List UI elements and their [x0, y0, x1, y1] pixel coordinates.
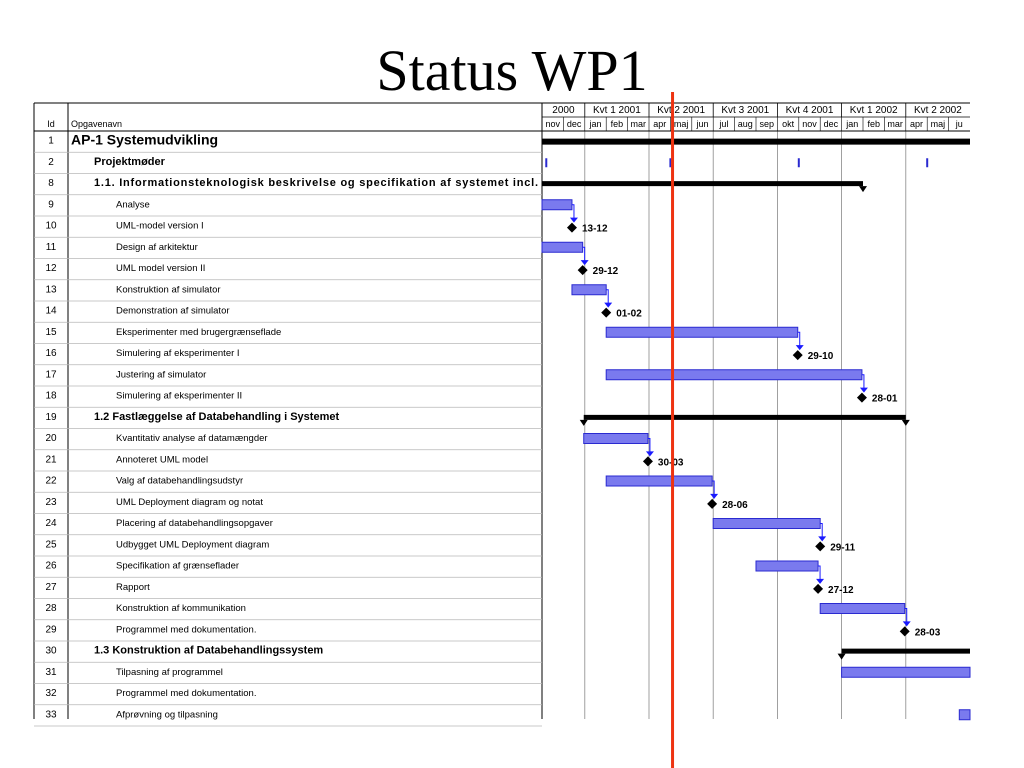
task-id: 25 — [45, 539, 57, 551]
summary-bar — [542, 139, 970, 145]
column-header-name: Opgavenavn — [71, 119, 123, 129]
task-bar — [606, 370, 862, 380]
month-label: jul — [719, 119, 729, 129]
task-id: 22 — [45, 475, 57, 487]
task-id: 9 — [48, 199, 54, 211]
month-label: apr — [909, 119, 924, 129]
milestone-diamond — [857, 393, 867, 403]
task-name: Afprøvning og tilpasning — [116, 709, 218, 721]
quarter-label: Kvt 1 2001 — [592, 105, 641, 116]
task-bar — [820, 604, 905, 614]
month-label: nov — [802, 119, 817, 129]
month-label: jan — [589, 119, 602, 129]
task-name: Rapport — [116, 581, 150, 593]
month-label: sep — [759, 119, 774, 129]
dependency-arrow — [646, 451, 654, 456]
summary-start-cap — [838, 654, 846, 660]
month-label: dec — [566, 119, 582, 129]
task-name: UML-model version I — [116, 220, 204, 232]
month-label: apr — [653, 119, 667, 129]
task-id: 14 — [45, 305, 57, 317]
dependency-arrow — [570, 218, 578, 223]
milestone-label: 28-01 — [871, 393, 898, 405]
milestone-diamond — [567, 223, 577, 233]
month-label: maj — [673, 119, 689, 129]
dependency-arrow — [816, 579, 824, 584]
summary-end-cap — [859, 186, 867, 192]
dependency-arrow — [818, 536, 826, 541]
meeting-marker — [926, 158, 928, 167]
milestone-diamond — [707, 499, 717, 509]
task-id: 23 — [45, 496, 57, 508]
task-name: Valg af databehandlingsudstyr — [116, 475, 244, 487]
month-label: aug — [737, 119, 753, 129]
milestone-label: 01-02 — [616, 308, 642, 320]
dependency-arrow — [860, 388, 868, 393]
task-name: Simulering af eksperimenter II — [116, 390, 243, 402]
task-bar — [756, 561, 818, 571]
month-label: mar — [630, 119, 647, 129]
quarter-label: 2000 — [552, 105, 575, 116]
month-label: maj — [930, 119, 946, 129]
task-id: 27 — [45, 581, 57, 593]
task-id: 12 — [45, 263, 57, 275]
task-id: 24 — [45, 518, 57, 530]
task-name: Kvantitativ analyse af datamængder — [116, 433, 268, 445]
milestone-label: 28-06 — [722, 499, 748, 511]
task-name: UML model version II — [116, 263, 206, 275]
summary-task-name: 1.1. Informationsteknologisk beskrivelse og specifikation af systemet incl. — [94, 177, 538, 190]
task-name: Eksperimenter med brugergrænseflade — [116, 326, 282, 338]
summary-bar — [842, 649, 970, 654]
task-id: 10 — [45, 220, 57, 232]
quarter-label: Kvt 2 2001 — [657, 105, 706, 116]
milestone-label: 13-12 — [581, 223, 608, 235]
milestone-label: 30-03 — [657, 457, 684, 469]
dependency-arrow — [581, 260, 589, 265]
task-id: 31 — [45, 666, 57, 678]
task-name: Konstruktion af kommunikation — [116, 603, 246, 615]
task-id: 16 — [45, 348, 57, 360]
milestone-diamond — [813, 584, 823, 594]
task-id: 21 — [45, 454, 57, 466]
summary-start-cap — [580, 420, 588, 426]
milestone-label: 29-11 — [830, 542, 856, 554]
task-id: 17 — [45, 369, 57, 381]
milestone-label: 29-12 — [592, 266, 619, 278]
month-label: dec — [823, 119, 839, 129]
timescale-header — [542, 103, 970, 131]
task-name: Design af arkitektur — [116, 241, 198, 253]
task-bar — [842, 667, 970, 677]
task-name: Konstruktion af simulator — [116, 284, 221, 296]
task-bar — [606, 476, 712, 486]
task-id: 1 — [48, 135, 54, 147]
task-name: Simulering af eksperimenter I — [116, 348, 240, 360]
task-name: Analyse — [116, 199, 150, 211]
milestone-diamond — [793, 350, 803, 360]
quarter-label: Kvt 2 2002 — [913, 105, 962, 116]
task-id: 28 — [45, 603, 57, 615]
task-bar — [542, 200, 572, 210]
task-name: Demonstration af simulator — [116, 305, 230, 317]
quarter-label: Kvt 1 2002 — [849, 105, 898, 116]
summary-task-name: 1.2 Fastlæggelse af Databehandling i Systemet — [94, 410, 340, 423]
month-label: nov — [545, 119, 560, 129]
task-id: 33 — [45, 709, 57, 721]
dependency-arrow — [710, 494, 718, 499]
milestone-diamond — [578, 265, 588, 275]
quarter-label: Kvt 4 2001 — [785, 105, 834, 116]
task-id: 30 — [45, 645, 57, 657]
task-name: Placering af databehandlingsopgaver — [116, 518, 273, 530]
task-id: 2 — [48, 156, 54, 168]
task-name: Tilpasning af programmel — [116, 666, 223, 678]
task-id: 26 — [45, 560, 57, 572]
task-id: 8 — [48, 178, 54, 190]
milestone-diamond — [815, 541, 825, 551]
month-label: feb — [867, 119, 880, 129]
dependency-arrow — [604, 303, 612, 308]
task-id: 11 — [45, 241, 57, 253]
month-label: ju — [955, 119, 963, 129]
month-label: mar — [887, 119, 903, 129]
milestone-diamond — [643, 456, 653, 466]
milestone-label: 27-12 — [828, 584, 854, 596]
dependency-arrow — [903, 621, 911, 626]
task-name: Udbygget UML Deployment diagram — [116, 539, 270, 551]
month-label: jun — [696, 119, 709, 129]
dependency-arrow — [796, 345, 804, 350]
task-id: 32 — [45, 688, 57, 700]
milestone-diamond — [601, 308, 611, 318]
month-label: jan — [846, 119, 859, 129]
meeting-marker — [798, 158, 800, 167]
task-name: Programmel med dokumentation. — [116, 624, 257, 636]
summary-task-name: 1.3 Konstruktion af Databehandlingssystem — [94, 644, 324, 657]
task-bar — [959, 710, 970, 720]
milestone-label: 28-03 — [914, 627, 941, 639]
month-label: feb — [610, 119, 624, 129]
milestone-diamond — [900, 626, 910, 636]
task-bar — [542, 242, 583, 252]
task-table — [34, 103, 970, 726]
task-name: Annoteret UML model — [116, 454, 209, 466]
task-id: 13 — [45, 284, 57, 296]
task-name: Justering af simulator — [116, 369, 207, 381]
task-bar — [606, 327, 798, 337]
task-name: UML Deployment diagram og notat — [116, 496, 263, 508]
month-label: okt — [782, 119, 795, 129]
summary-end-cap — [902, 420, 910, 426]
milestone-label: 29-10 — [807, 351, 834, 363]
slide-title: Status WP1 — [376, 38, 648, 103]
quarter-label: Kvt 3 2001 — [721, 105, 770, 116]
meeting-marker — [545, 158, 547, 167]
task-id: 20 — [45, 433, 57, 445]
task-id: 15 — [45, 326, 57, 338]
task-name: Projektmøder — [94, 155, 165, 168]
task-bar — [713, 519, 820, 529]
task-id: 18 — [45, 390, 57, 402]
task-bar — [584, 434, 648, 444]
summary-task-name: AP-1 Systemudvikling — [71, 131, 219, 148]
column-header-id: Id — [47, 119, 55, 129]
summary-bar — [542, 181, 863, 186]
task-id: 19 — [45, 411, 57, 423]
task-name: Programmel med dokumentation. — [116, 688, 257, 700]
grid-layer — [542, 131, 906, 719]
task-id: 29 — [45, 624, 57, 636]
task-bar — [572, 285, 606, 295]
task-name: Specifikation af grænseflader — [116, 560, 240, 572]
summary-bar — [584, 415, 906, 420]
